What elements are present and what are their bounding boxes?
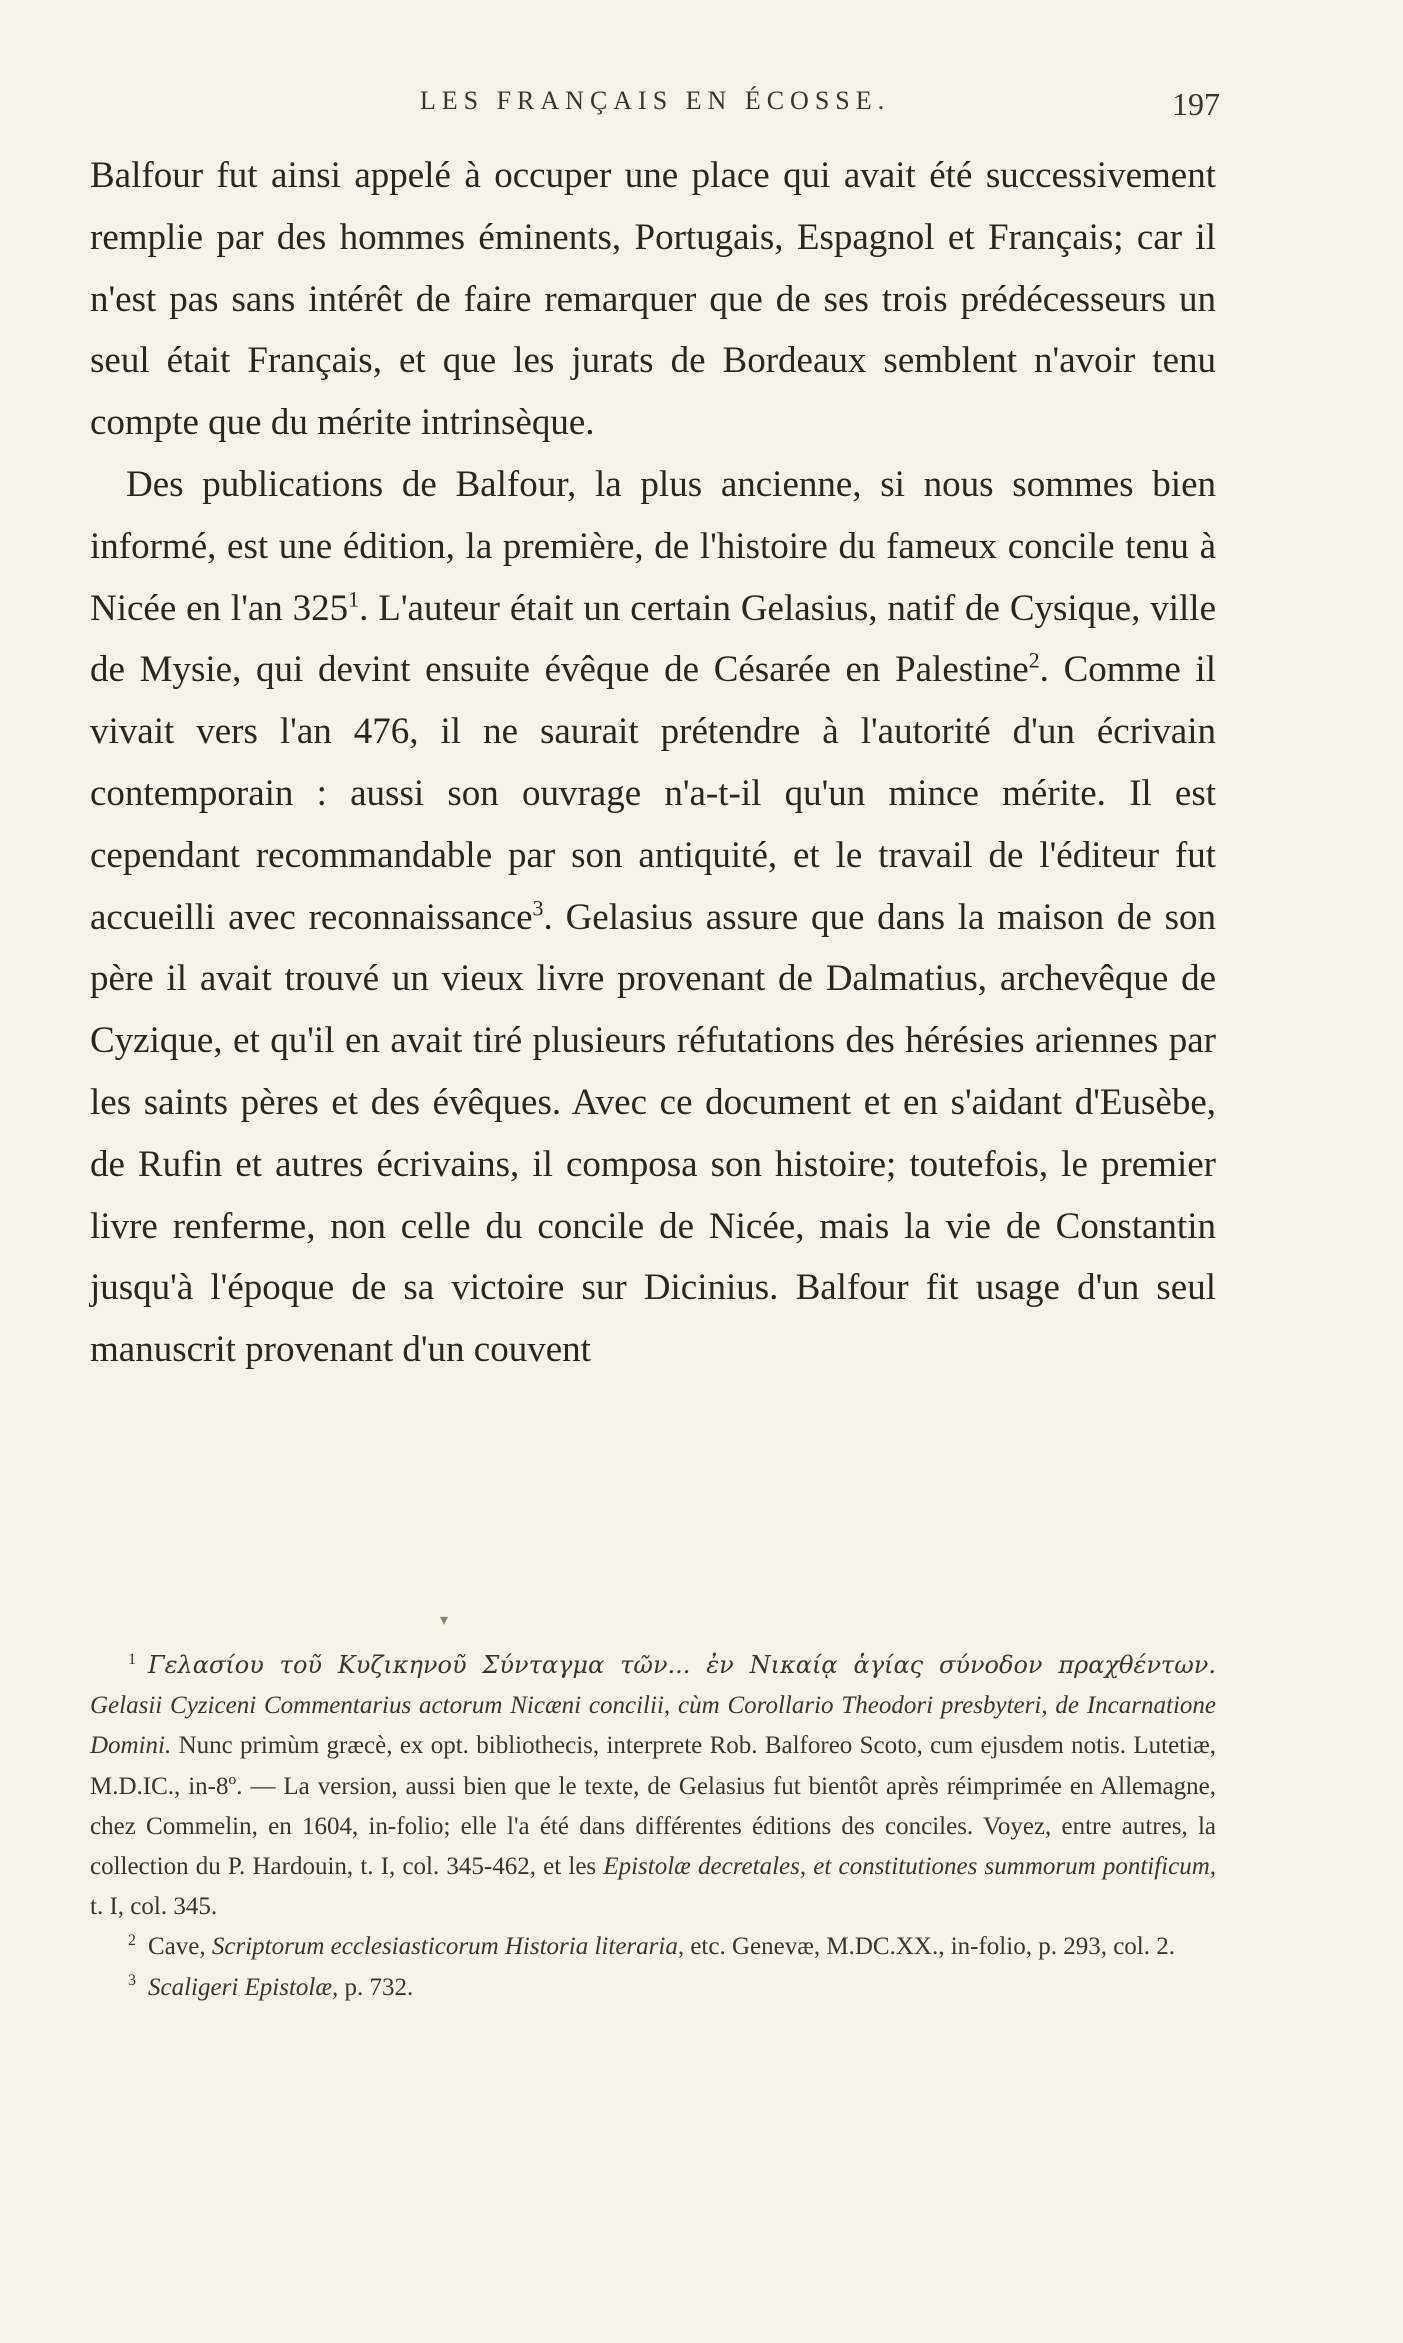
footnote-2 — [90, 1927, 1216, 1967]
footnote-1 — [90, 1645, 1216, 1927]
paragraph-2-text-d: . Gelasius assure que dans la maison de son père il avait trouvé un vieux livre provenant de Dalmatius, archevêque de Cyzique, et qu'il en avait tiré plusieurs réfutations des hérésies ariennes par les saints pères et des évêques. Avec ce document et en s'aidant d'Eusèbe, de Rufin et autres écrivains, il composa son histoire; toutefois, le premier livre renferme, non celle du concile de Nicée, mais la vie de Constantin jusqu'à l'époque de sa victoire sur Dicinius. Balfour fit usage d'un seul manuscrit provenant d'un couvent — [90, 896, 1216, 1371]
footnote-2-text-b: etc. Genevæ, M.DC.XX., in-folio, p. 293, col. 2. — [690, 1933, 1175, 1961]
paragraph-1-text: Balfour fut ainsi appelé à occuper une place qui avait été successivement remplie par des hommes éminents, Portugais, Espagnol et Français; car il n'est pas sans intérêt de faire remarquer que de ses trois prédécesseurs un seul était Français, et que les jurats de Bordeaux semblent n'avoir tenu compte que du mérite intrinsèque. — [90, 155, 1216, 444]
footnote-ref-3[interactable]: 3 — [532, 895, 544, 921]
footnotes — [90, 1645, 1216, 2008]
footnote-2-italic: Scriptorum ecclesiasticorum Historia literaria, — [211, 1933, 685, 1961]
paragraph-2 — [90, 454, 1216, 1381]
footnote-1-italic-2: Epistolæ decretales, et constitutiones summorum pontificum, — [603, 1853, 1217, 1881]
footnote-1-end: t. I, col. 345. — [90, 1893, 218, 1921]
footnote-1-mark: 1 — [128, 1650, 136, 1668]
running-title: LES FRANÇAIS EN ÉCOSSE. — [419, 86, 891, 115]
page-header — [90, 86, 1220, 130]
footnote-3 — [90, 1968, 1216, 2008]
footnote-separator: ▾ — [440, 1612, 449, 1629]
footnote-3-mark: 3 — [128, 1972, 136, 1990]
footnote-1-text: Nunc primùm græcè, ex opt. bibliothecis, interprete Rob. Balforeo Scoto, cum ejusdem notis. Lutetiæ, M.D.IC., in-8º. — La version, aussi bien que le texte, de Gelasius fut bientôt après réimprimée en Allemagne, chez Commelin, en 1604, in-folio; elle l'a été dans différentes éditions des conciles. Voyez, entre autres, la collection du P. Hardouin, t. I, col. 345-462, et les — [90, 1732, 1216, 1881]
footnote-ref-2[interactable]: 2 — [1028, 648, 1040, 674]
body-text — [90, 145, 1216, 1381]
footnote-2-text-a: Cave, — [148, 1933, 206, 1961]
paragraph-2-text-b: . L'auteur était un certain Gelasius, natif de Cysique, ville de Mysie, qui devint ensuite évêque de Césarée en Palestine — [90, 587, 1216, 691]
footnote-3-italic: Scaligeri Epistolæ, — [148, 1973, 339, 2001]
footnote-2-mark: 2 — [128, 1932, 136, 1950]
footnote-3-text: p. 732. — [344, 1973, 414, 2001]
footnote-1-greek: Γελασίου τοῦ Κυζικηνοῦ Σύνταγμα τῶν... ἐν Νικαίᾳ ἁγίας σύνοδον πραχθέντων. — [148, 1651, 1216, 1679]
page-number: 197 — [1172, 86, 1220, 122]
paragraph-2-text-a: Des publications de Balfour, la plus ancienne, si nous sommes bien informé, est une édition, la première, de l'histoire du fameux concile tenu à Nicée en l'an 325 — [90, 463, 1216, 629]
paragraph-2-text-c: . Comme il vivait vers l'an 476, il ne saurait prétendre à l'autorité d'un écrivain contemporain : aussi son ouvrage n'a-t-il qu'un mince mérite. Il est cependant recommandable par son antiquité, et le travail de l'éditeur fut accueilli avec reconnaissance — [90, 649, 1216, 938]
footnote-1-italic: Gelasii Cyziceni Commentarius actorum Nicæni concilii, cùm Corollario Theodori presbyteri, de Incarnatione Domini. — [90, 1692, 1216, 1760]
footnote-ref-1[interactable]: 1 — [348, 586, 360, 612]
paragraph-1 — [90, 145, 1216, 454]
